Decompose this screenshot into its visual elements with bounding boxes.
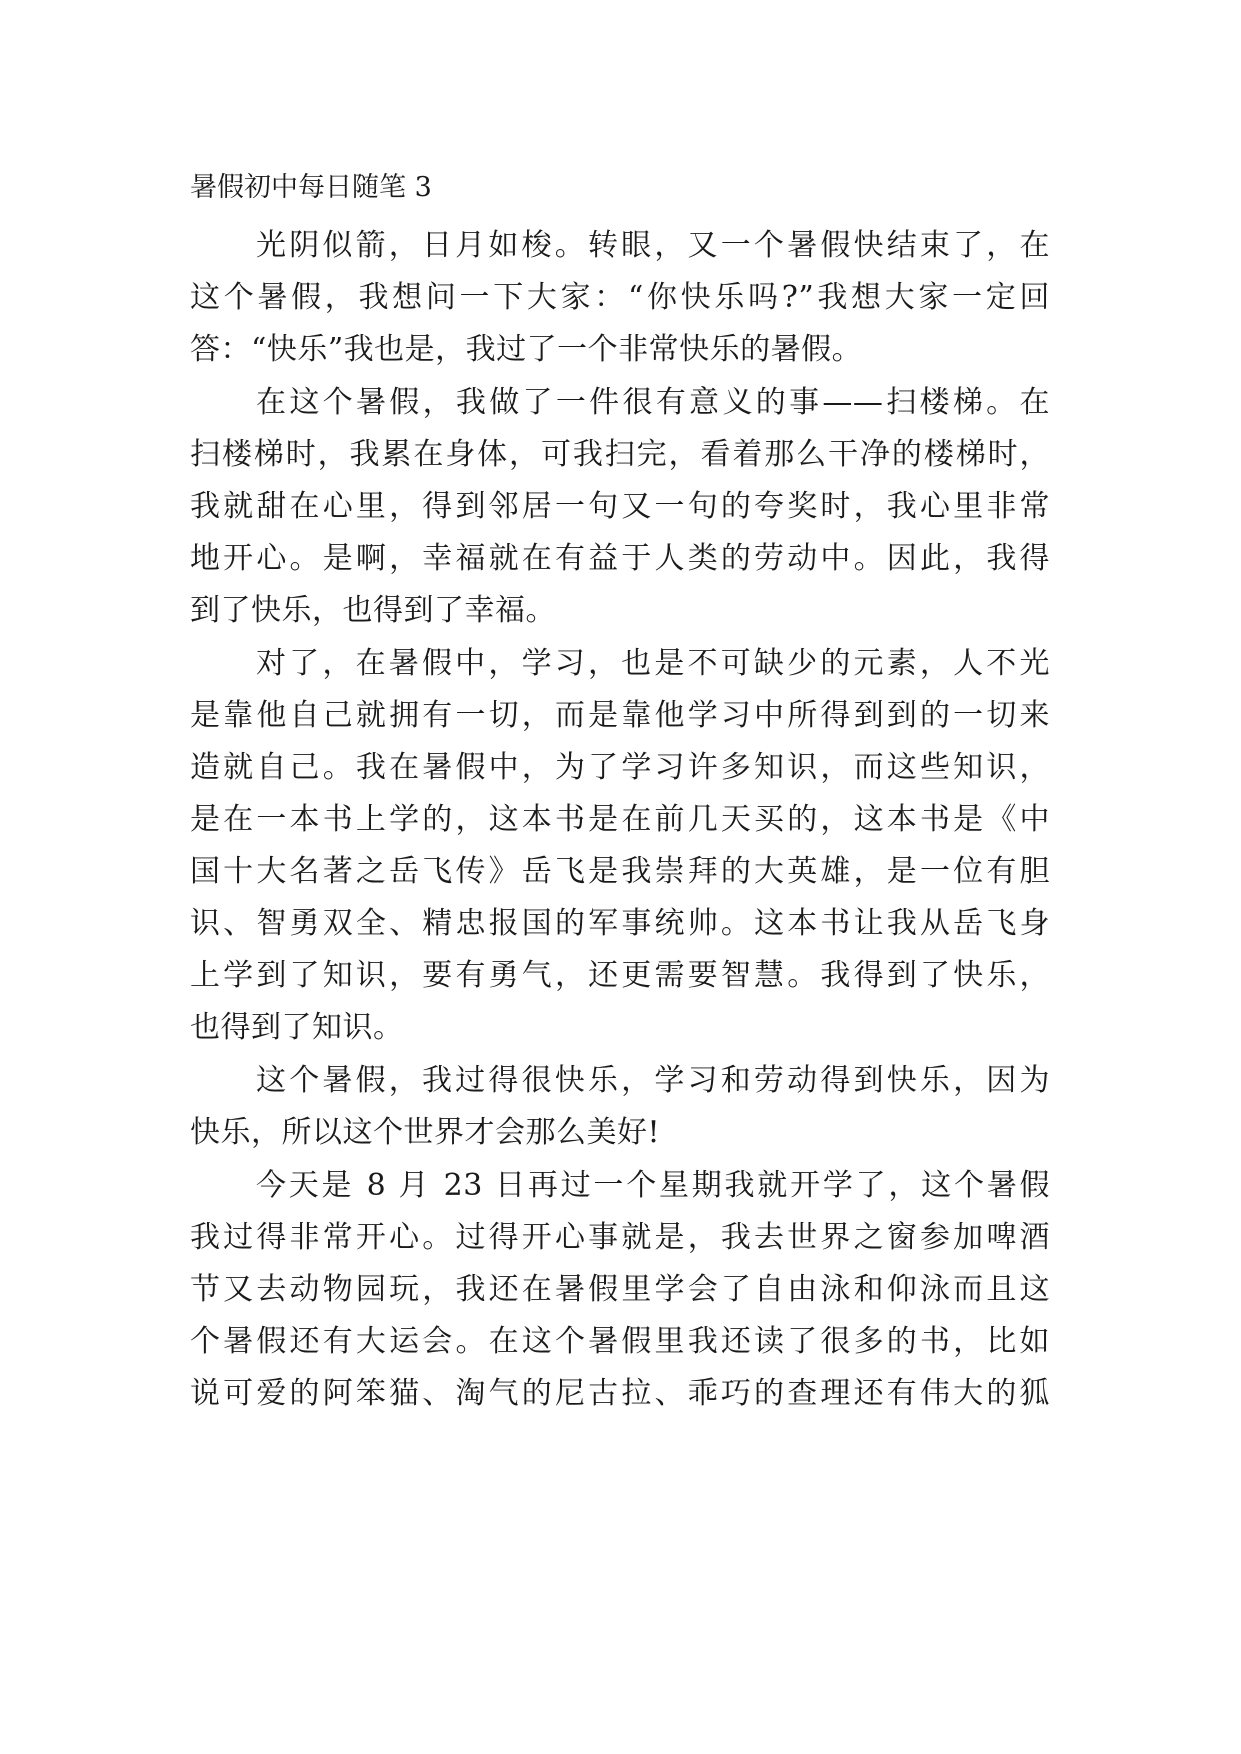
paragraph-line: 我过得非常开心。过得开心事就是，我去世界之窗参加啤酒	[190, 1220, 1050, 1255]
paragraph-line: 这个暑假，我想问一下大家：“你快乐吗?”我想大家一定回	[190, 280, 1050, 315]
paragraph-line: 节又去动物园玩，我还在暑假里学会了自由泳和仰泳而且这	[190, 1272, 1050, 1307]
paragraph-line: 个暑假还有大运会。在这个暑假里我还读了很多的书，比如	[190, 1324, 1050, 1359]
paragraph-line: 答：“快乐”我也是，我过了一个非常快乐的暑假。	[190, 332, 863, 367]
paragraph-line: 今天是 8 月 23 日再过一个星期我就开学了，这个暑假	[256, 1168, 1050, 1203]
paragraph-line: 光阴似箭，日月如梭。转眼，又一个暑假快结束了，在	[256, 228, 1050, 263]
paragraph-line: 国十大名著之岳飞传》岳飞是我崇拜的大英雄，是一位有胆	[190, 854, 1050, 889]
paragraph-line: 说可爱的阿笨猫、淘气的尼古拉、乖巧的查理还有伟大的狐	[190, 1376, 1050, 1411]
paragraph-line: 扫楼梯时，我累在身体，可我扫完，看着那么干净的楼梯时，	[190, 437, 1050, 472]
paragraph-line: 到了快乐，也得到了幸福。	[190, 593, 556, 628]
paragraph-line: 上学到了知识，要有勇气，还更需要智慧。我得到了快乐，	[190, 958, 1050, 993]
paragraph-line: 我就甜在心里，得到邻居一句又一句的夸奖时，我心里非常	[190, 489, 1050, 524]
paragraph-line: 这个暑假，我过得很快乐，学习和劳动得到快乐，因为	[256, 1063, 1050, 1098]
document-title: 暑假初中每日随笔 3	[190, 172, 432, 203]
paragraph-line: 地开心。是啊，幸福就在有益于人类的劳动中。因此，我得	[190, 541, 1050, 576]
paragraph-line: 是在一本书上学的，这本书是在前几天买的，这本书是《中	[190, 802, 1050, 837]
paragraph-line: 对了，在暑假中，学习，也是不可缺少的元素，人不光	[256, 646, 1050, 681]
paragraph-line: 造就自己。我在暑假中，为了学习许多知识，而这些知识，	[190, 750, 1050, 785]
paragraph-line: 也得到了知识。	[190, 1010, 404, 1045]
paragraph-line: 是靠他自己就拥有一切，而是靠他学习中所得到到的一切来	[190, 698, 1050, 733]
paragraph-line: 识、智勇双全、精忠报国的军事统帅。这本书让我从岳飞身	[190, 906, 1050, 941]
paragraph-line: 在这个暑假，我做了一件很有意义的事——扫楼梯。在	[256, 385, 1050, 420]
paragraph-line: 快乐，所以这个世界才会那么美好!	[190, 1115, 661, 1150]
